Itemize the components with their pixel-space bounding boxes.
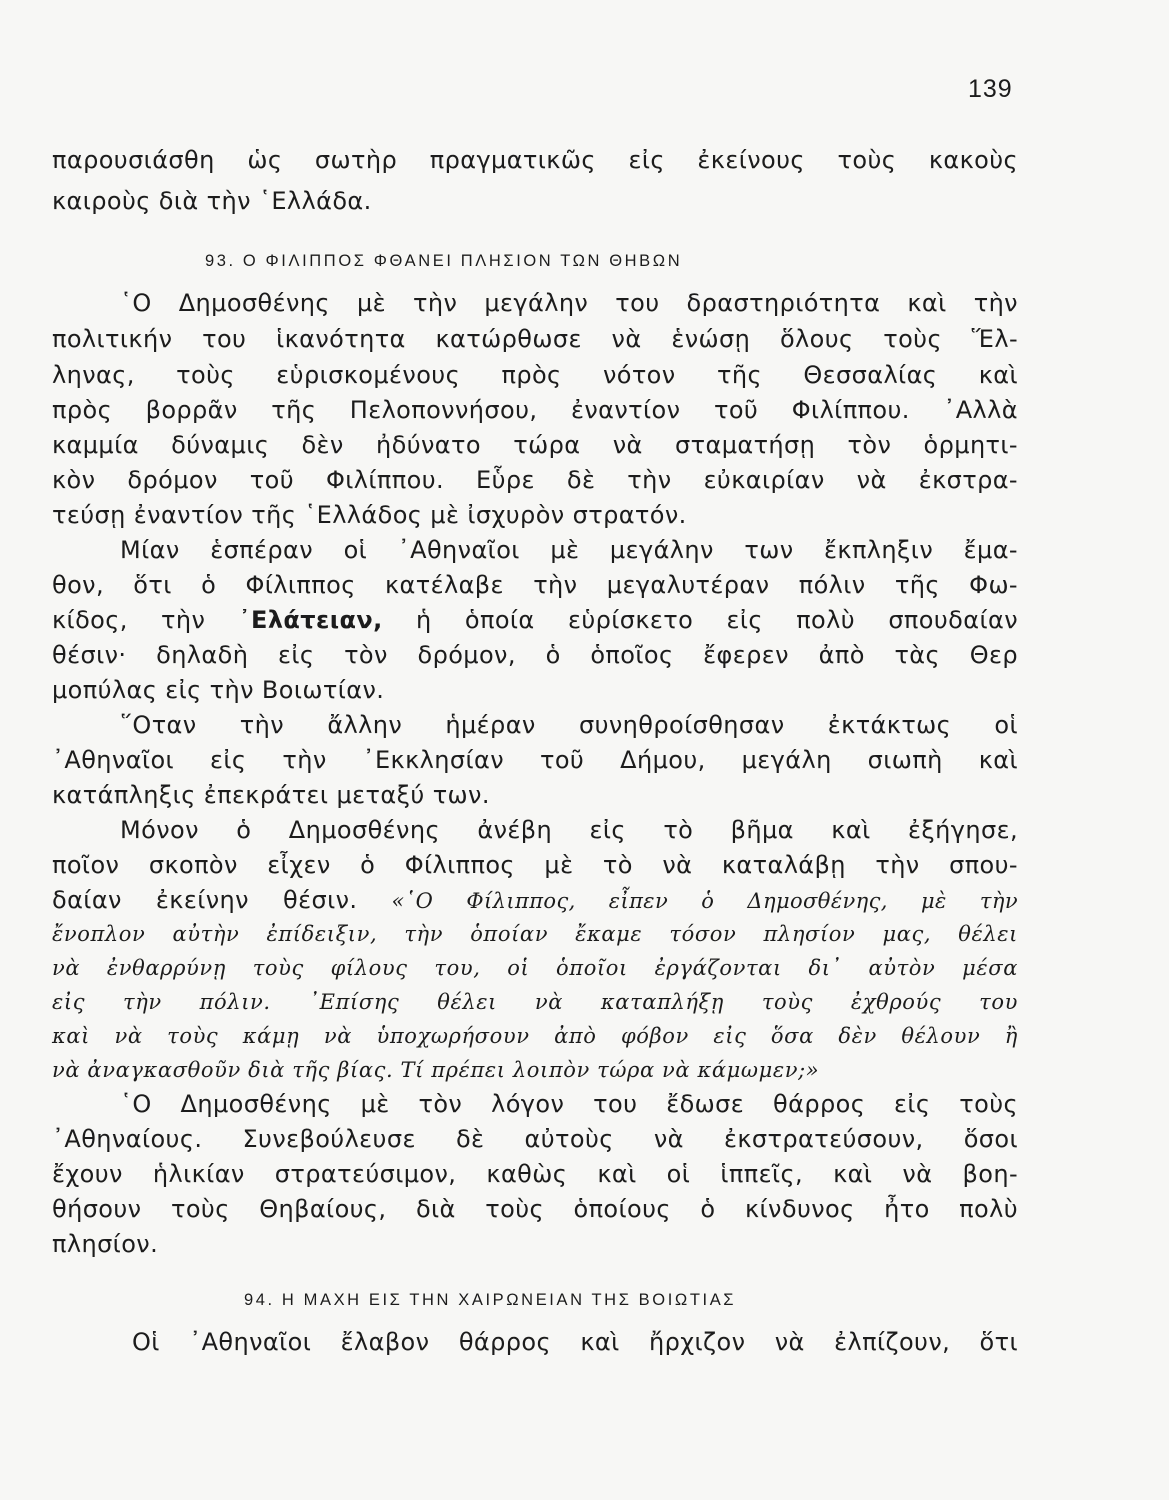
text-line: Μίαν ἑσπέραν οἱ ᾿Αθηναῖοι μὲ μεγάλην των ἔκπληξιν ἔμα- [120,536,1018,564]
quote-line: νὰ ἀναγκασθοῦν διὰ τῆς βίας. Τί πρέπει λοιπὸν τώρα νὰ κάμωμεν;» [52,1058,820,1082]
text-line: ῾Ο Δημοσθένης μὲ τὴν μεγάλην του δραστηριότητα καὶ τὴν [120,289,1018,317]
text-line: πλησίον. [52,1230,159,1258]
text-line: θήσουν τοὺς Θηβαίους, διὰ τοὺς ὁποίους ὁ κίνδυνος ἦτο πολὺ [52,1195,1018,1223]
text-line: ῾Ο Δημοσθένης μὲ τὸν λόγον του ἔδωσε θάρρος εἰς τοὺς [120,1090,1018,1118]
text-span: κίδος, τὴν [52,606,239,634]
quote-span: «῾Ο Φίλιππος, εἶπεν ὁ Δημοσθένης, μὲ τὴν [391,889,1018,913]
text-line: ῞Οταν τὴν ἄλλην ἡμέραν συνηθροίσθησαν ἐκτάκτως οἱ [120,711,1018,739]
text-line: ᾿Αθηναῖοι εἰς τὴν ᾿Εκκλησίαν τοῦ Δήμου, μεγάλη σιωπὴ καὶ [52,746,1018,774]
text-line: καιροὺς διὰ τὴν ῾Ελλάδα. [52,187,372,215]
text-line [52,604,1018,636]
text-line: καμμία δύναμις δὲν ἠδύνατο τώρα νὰ σταματήσῃ τὸν ὁρμητι- [52,431,1018,459]
text-line: ᾿Αθηναίους. Συνεβούλευσε δὲ αὐτοὺς νὰ ἐκστρατεύσουν, ὅσοι [52,1125,1018,1153]
section-heading-94: 94. Η ΜΑΧΗ ΕΙΣ ΤΗΝ ΧΑΙΡΩΝΕΙΑΝ ΤΗΣ ΒΟΙΩΤΙΑΣ [244,1291,737,1309]
text-span: ἡ ὁποία εὑρίσκετο εἰς πολὺ σπουδαίαν [382,606,1019,634]
text-line: ληνας, τοὺς εὑρισκομένους πρὸς νότον τῆς Θεσσαλίας καὶ [52,361,1018,389]
text-line: Οἱ ᾿Αθηναῖοι ἔλαβον θάρρος καὶ ἤρχιζον νὰ ἐλπίζουν, ὅτι [132,1328,1018,1356]
quote-line: καὶ νὰ τοὺς κάμῃ νὰ ὑποχωρήσουν ἀπὸ φόβον εἰς ὅσα δὲν θέλουν ἢ [52,1024,1018,1048]
text-line: θέσιν· δηλαδὴ εἰς τὸν δρόμον, ὁ ὁποῖος ἔφερεν ἀπὸ τὰς Θερ [52,641,1018,669]
text-line [52,884,1018,917]
text-line: κὸν δρόμον τοῦ Φιλίππου. Εὗρε δὲ τὴν εὐκαιρίαν νὰ ἐκστρα- [52,466,1018,494]
text-line: Μόνον ὁ Δημοσθένης ἀνέβη εἰς τὸ βῆμα καὶ ἐξήγησε, [120,816,1018,844]
quote-line: ἔνοπλον αὐτὴν ἐπίδειξιν, τὴν ὁποίαν ἔκαμε τόσον πλησίον μας, θέλει [52,922,1018,946]
text-line: πρὸς βορρᾶν τῆς Πελοποννήσου, ἐναντίον τοῦ Φιλίππου. ᾿Αλλὰ [52,396,1018,424]
text-line: πολιτικήν του ἱκανότητα κατώρθωσε νὰ ἑνώσῃ ὅλους τοὺς Ἕλ- [52,325,1018,353]
text-line: ποῖον σκοπὸν εἶχεν ὁ Φίλιππος μὲ τὸ νὰ καταλάβῃ τὴν σπου- [52,851,1018,879]
page-number: 139 [968,75,1013,103]
text-line: θον, ὅτι ὁ Φίλιππος κατέλαβε τὴν μεγαλυτέραν πόλιν τῆς Φω- [52,571,1018,599]
text-line: παρουσιάσθη ὡς σωτὴρ πραγματικῶς εἰς ἐκείνους τοὺς κακοὺς [52,146,1018,174]
quote-line: νὰ ἐνθαρρύνῃ τοὺς φίλους του, οἱ ὁποῖοι ἐργάζονται δι᾿ αὐτὸν μέσα [52,956,1018,980]
text-line: κατάπληξις ἐπεκράτει μεταξύ των. [52,781,490,809]
section-heading-93: 93. Ο ΦΙΛΙΠΠΟΣ ΦΘΑΝΕΙ ΠΛΗΣΙΟΝ ΤΩΝ ΘΗΒΩΝ [205,252,683,270]
text-line: τεύσῃ ἐναντίον τῆς ῾Ελλάδος μὲ ἰσχυρὸν στρατόν. [52,501,687,529]
bold-place-name: ᾿Ελάτειαν, [238,606,383,634]
text-span: δαίαν ἐκείνην θέσιν. [52,886,392,914]
text-line: μοπύλας εἰς τὴν Βοιωτίαν. [52,676,385,704]
quote-line: εἰς τὴν πόλιν. ᾿Επίσης θέλει νὰ καταπλήξῃ τοὺς ἐχθρούς του [52,990,1018,1014]
text-line: ἔχουν ἡλικίαν στρατεύσιμον, καθὼς καὶ οἱ ἱππεῖς, καὶ νὰ βοη- [52,1160,1018,1188]
